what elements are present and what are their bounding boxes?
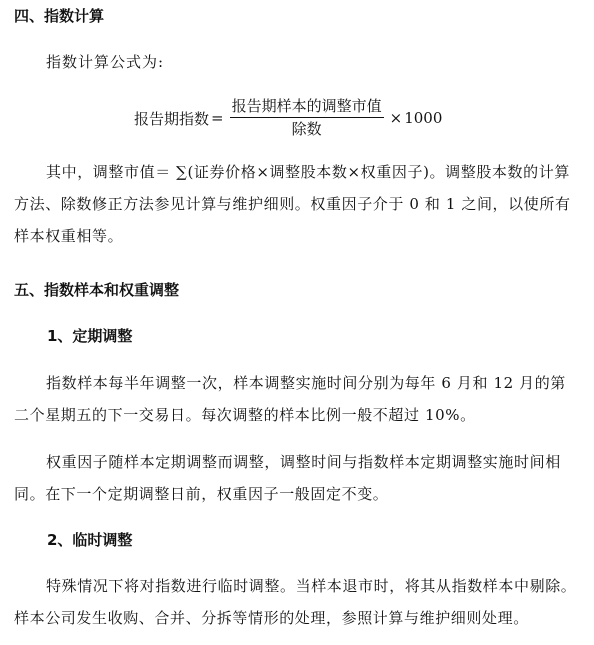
section-4-heading: 四、指数计算 — [14, 7, 105, 25]
formula-lhs: 报告期指数 — [134, 109, 210, 128]
subsection-1-paragraph-1: 指数样本每半年调整一次，样本调整实施时间分别为每年 6 月和 12 月的第二个星期五的下一交易日。每次调整的样本比例一般不超过 10%。 — [14, 374, 566, 424]
index-formula — [134, 96, 442, 140]
formula-denominator: 除数 — [291, 120, 322, 138]
subsection-1-heading: 1、定期调整 — [47, 327, 133, 345]
formula-times: × — [389, 109, 403, 127]
formula-fraction — [230, 97, 384, 139]
formula-numerator: 报告期样本的调整市值 — [230, 97, 384, 118]
section-4-paragraph: 其中，调整市值＝ ∑(证券价格×调整股本数×权重因子)。调整股本数的计算方法、除数修正方法参见计算与维护细则。权重因子介于 0 和 1 之间，以使所有样本权重相等。 — [14, 163, 571, 245]
subsection-2-heading: 2、临时调整 — [47, 531, 133, 549]
formula-intro: 指数计算公式为: — [46, 53, 165, 71]
formula-multiplier: 1000 — [404, 109, 443, 127]
section-5-heading: 五、指数样本和权重调整 — [14, 281, 180, 299]
formula-equals: = — [211, 109, 224, 127]
subsection-1-paragraph-2: 权重因子随样本定期调整而调整，调整时间与指数样本定期调整实施时间相同。在下一个定期调整日前，权重因子一般固定不变。 — [14, 453, 561, 503]
subsection-2-paragraph-1: 特殊情况下将对指数进行临时调整。当样本退市时，将其从指数样本中剔除。样本公司发生收购、合并、分拆等情形的处理，参照计算与维护细则处理。 — [14, 577, 577, 627]
